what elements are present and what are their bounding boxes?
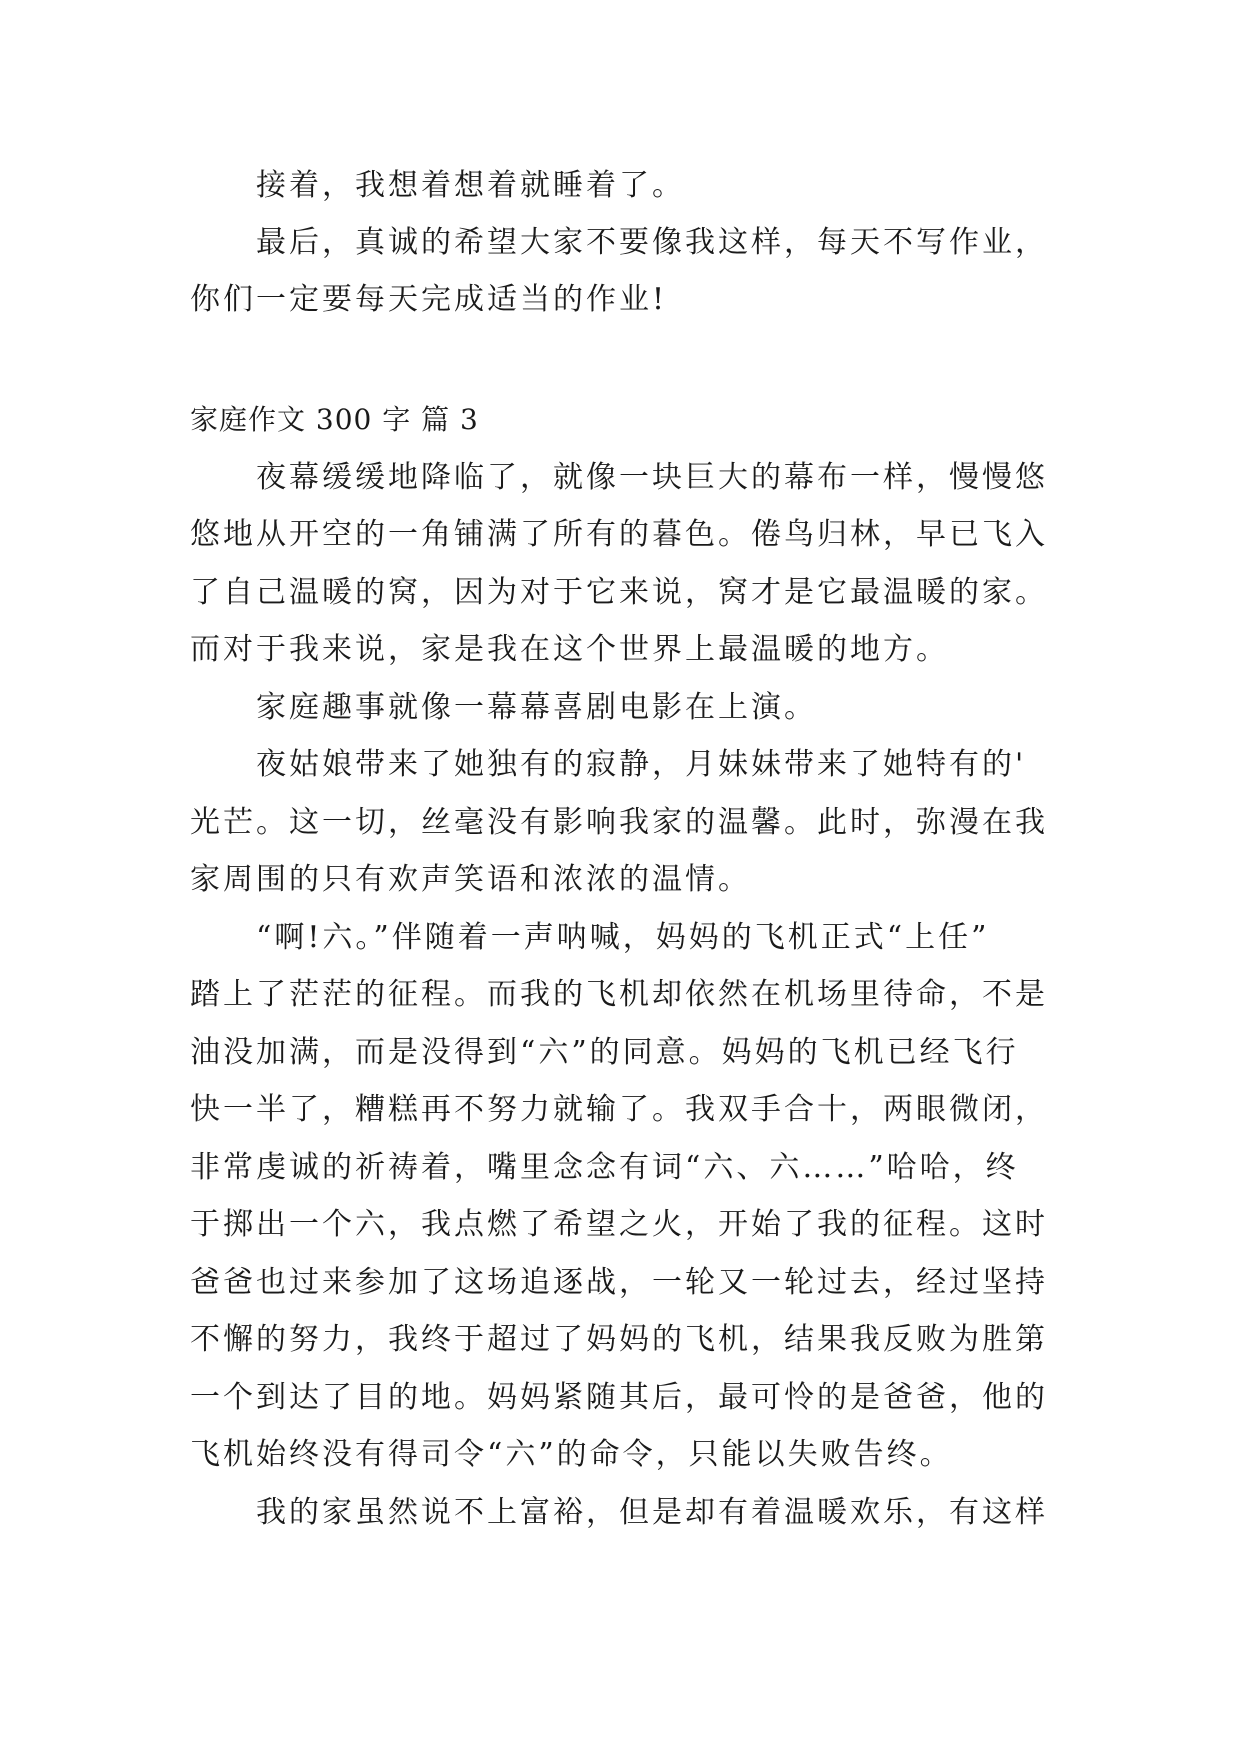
paragraph-line: 家周围的只有欢声笑语和浓浓的温情。 (190, 862, 751, 897)
paragraph-line: 而对于我来说，家是我在这个世界上最温暖的地方。 (190, 632, 949, 667)
paragraph-line: 于掷出一个六，我点燃了希望之火，开始了我的征程。这时 (190, 1207, 1048, 1242)
paragraph-line: 飞机始终没有得司令“六”的命令，只能以失败告终。 (190, 1437, 953, 1472)
paragraph-line: 最后，真诚的希望大家不要像我这样，每天不写作业， (256, 225, 1048, 260)
paragraph-line: 夜姑娘带来了她独有的寂静，月妹妹带来了她特有的' (256, 747, 1027, 782)
paragraph-line: “啊!六。”伴随着一声呐喊，妈妈的飞机正式“上任” (256, 920, 990, 955)
paragraph-line: 非常虔诚的祈祷着，嘴里念念有词“六、六……”哈哈，终 (190, 1150, 1019, 1185)
paragraph-line: 你们一定要每天完成适当的作业! (190, 282, 668, 317)
paragraph-line: 了自己温暖的窝，因为对于它来说，窝才是它最温暖的家。 (190, 575, 1048, 610)
paragraph-line: 踏上了茫茫的征程。而我的飞机却依然在机场里待命，不是 (190, 977, 1048, 1012)
paragraph-line: 悠地从开空的一角铺满了所有的暮色。倦鸟归林，早已飞入 (190, 517, 1048, 552)
paragraph-line: 光芒。这一切，丝毫没有影响我家的温馨。此时，弥漫在我 (190, 805, 1048, 840)
paragraph-line: 不懈的努力，我终于超过了妈妈的飞机，结果我反败为胜第 (190, 1322, 1048, 1357)
section-heading: 家庭作文 300 字 篇 3 (190, 403, 479, 436)
paragraph-line: 接着，我想着想着就睡着了。 (256, 168, 685, 203)
paragraph-line: 油没加满，而是没得到“六”的同意。妈妈的飞机已经飞行 (190, 1035, 1019, 1070)
paragraph-line: 夜幕缓缓地降临了，就像一块巨大的幕布一样，慢慢悠 (256, 460, 1048, 495)
paragraph-line: 快一半了，糟糕再不努力就输了。我双手合十，两眼微闭， (190, 1092, 1048, 1127)
paragraph-line: 家庭趣事就像一幕幕喜剧电影在上演。 (256, 690, 817, 725)
paragraph-line: 爸爸也过来参加了这场追逐战，一轮又一轮过去，经过坚持 (190, 1265, 1048, 1300)
paragraph-line: 一个到达了目的地。妈妈紧随其后，最可怜的是爸爸，他的 (190, 1380, 1048, 1415)
paragraph-line: 我的家虽然说不上富裕，但是却有着温暖欢乐，有这样 (256, 1495, 1048, 1530)
